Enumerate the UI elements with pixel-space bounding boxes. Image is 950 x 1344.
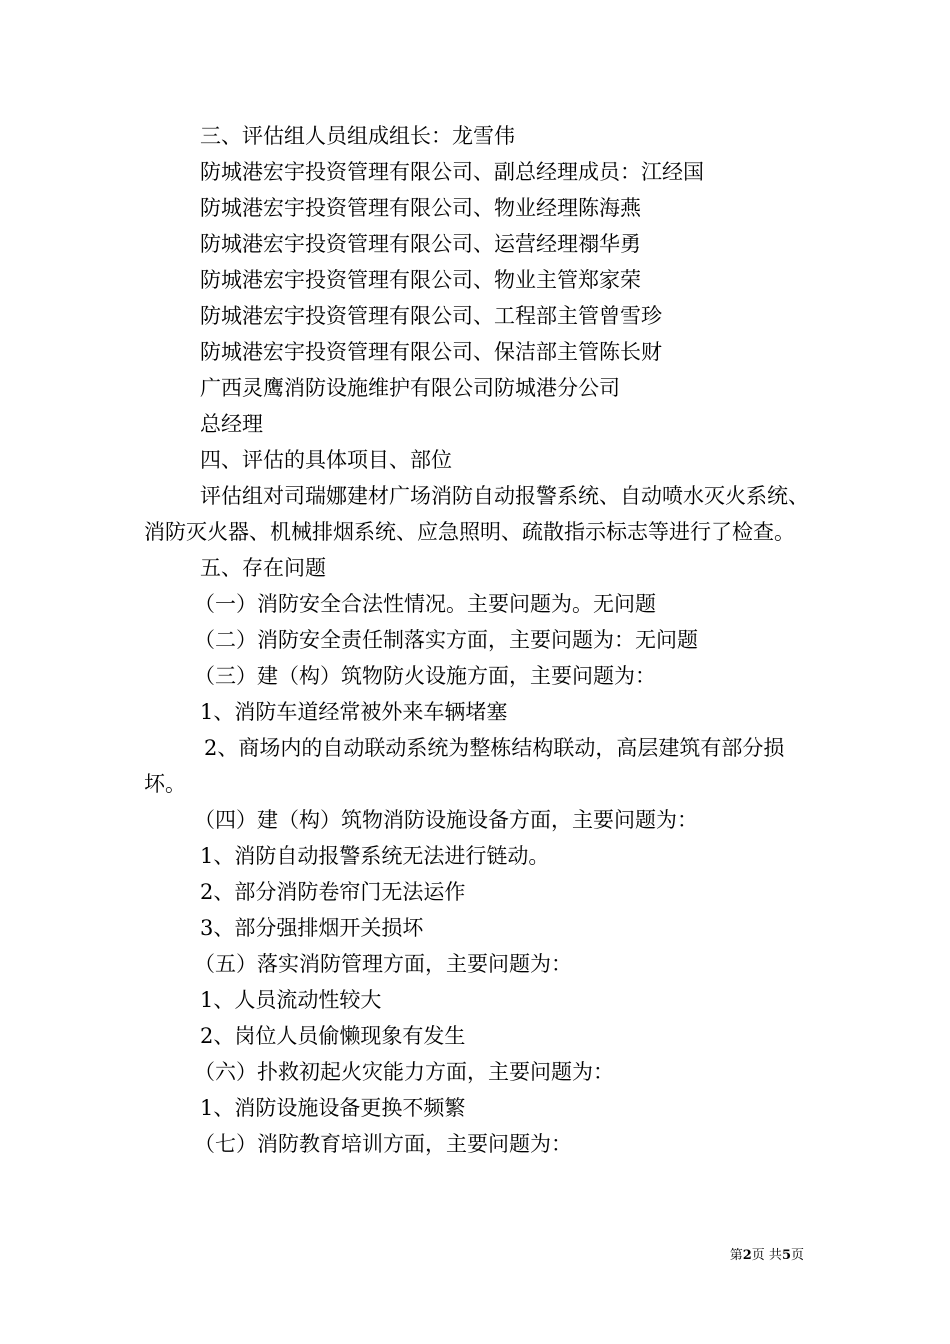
issue-item: 1、人员流动性较大 bbox=[200, 988, 382, 1012]
member-line: 防城港宏宇投资管理有限公司、副总经理成员：江经国 bbox=[200, 160, 704, 184]
issue-item: 2、部分消防卷帘门无法运作 bbox=[200, 880, 466, 904]
section-heading-5: 五、存在问题 bbox=[200, 556, 326, 580]
issue-item: 2、商场内的自动联动系统为整栋结构联动，高层建筑有部分损坏。 bbox=[144, 736, 785, 796]
subsection-heading: （三）建（构）筑物防火设施方面，主要问题为： bbox=[194, 664, 656, 688]
subsection-heading: （五）落实消防管理方面，主要问题为： bbox=[194, 952, 572, 976]
document-body bbox=[144, 118, 810, 1162]
member-line: 总经理 bbox=[200, 412, 263, 436]
member-line: 防城港宏宇投资管理有限公司、工程部主管曾雪珍 bbox=[200, 304, 662, 328]
issue-item: 3、部分强排烟开关损坏 bbox=[200, 916, 424, 940]
member-line: 广西灵鹰消防设施维护有限公司防城港分公司 bbox=[200, 376, 620, 400]
member-line: 防城港宏宇投资管理有限公司、运营经理禤华勇 bbox=[200, 232, 641, 256]
page-footer bbox=[730, 1247, 804, 1265]
subsection-heading: （六）扑救初起火灾能力方面，主要问题为： bbox=[194, 1060, 614, 1084]
footer-total-pages: 5 bbox=[781, 1248, 791, 1263]
subsection-heading: （二）消防安全责任制落实方面，主要问题为：无问题 bbox=[194, 628, 698, 652]
member-line: 防城港宏宇投资管理有限公司、物业经理陈海燕 bbox=[200, 196, 641, 220]
issue-item: 1、消防车道经常被外来车辆堵塞 bbox=[200, 700, 508, 724]
member-line: 防城港宏宇投资管理有限公司、保洁部主管陈长财 bbox=[200, 340, 662, 364]
footer-current-page: 2 bbox=[742, 1248, 752, 1263]
subsection-heading: （七）消防教育培训方面，主要问题为： bbox=[194, 1132, 572, 1156]
subsection-heading: （四）建（构）筑物消防设施设备方面，主要问题为： bbox=[194, 808, 698, 832]
subsection-heading: （一）消防安全合法性情况。主要问题为。无问题 bbox=[194, 592, 656, 616]
section-heading-3: 三、评估组人员组成组长：龙雪伟 bbox=[200, 124, 515, 148]
issue-item: 1、消防自动报警系统无法进行链动。 bbox=[200, 844, 550, 868]
issue-item: 1、消防设施设备更换不频繁 bbox=[200, 1096, 466, 1120]
footer-middle: 页 共 bbox=[751, 1248, 782, 1263]
body-paragraph: 评估组对司瑞娜建材广场消防自动报警系统、自动喷水灭火系统、消防灭火器、机械排烟系统、应急照明、疏散指示标志等进行了检查。 bbox=[144, 484, 809, 544]
footer-prefix: 第 bbox=[729, 1248, 743, 1263]
member-line: 防城港宏宇投资管理有限公司、物业主管郑家荣 bbox=[200, 268, 641, 292]
footer-suffix: 页 bbox=[790, 1248, 804, 1263]
section-heading-4: 四、评估的具体项目、部位 bbox=[200, 448, 452, 472]
issue-item: 2、岗位人员偷懒现象有发生 bbox=[200, 1024, 466, 1048]
